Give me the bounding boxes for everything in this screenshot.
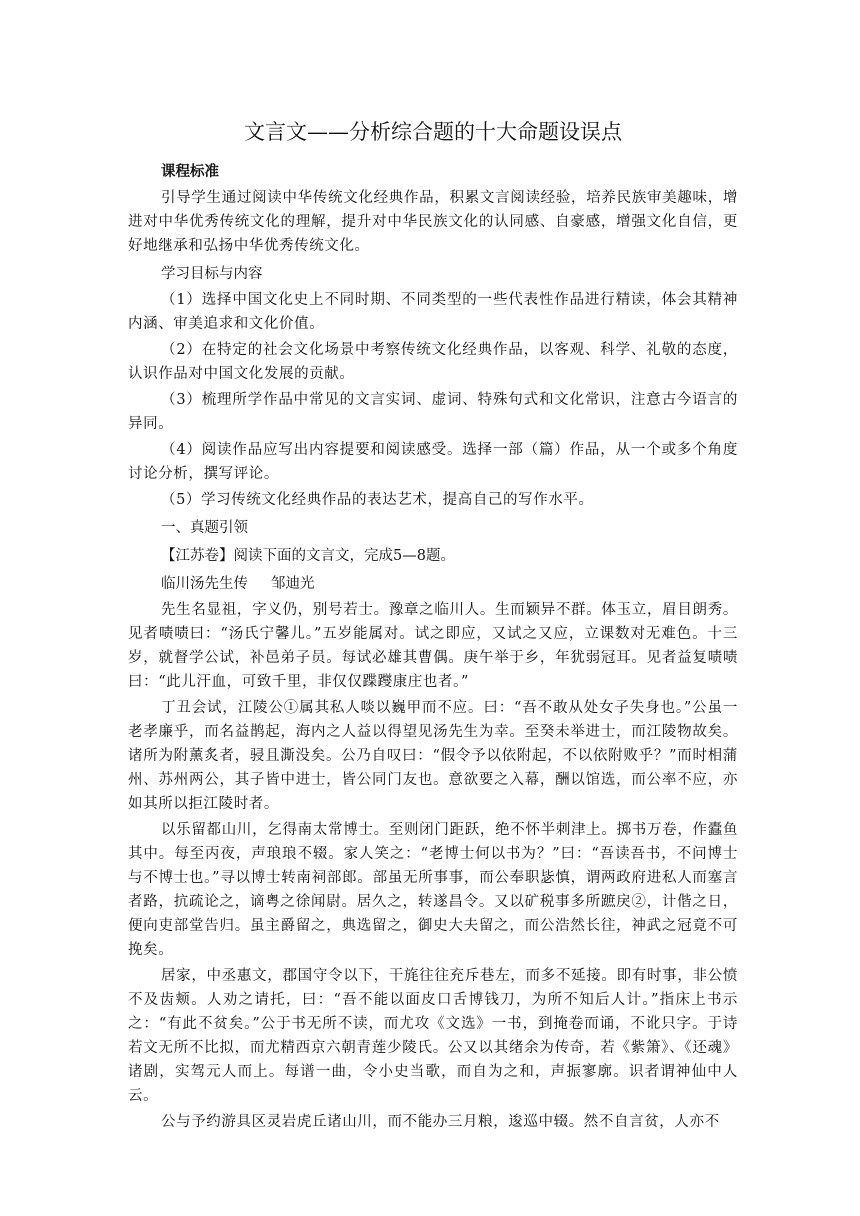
passage-paragraph-3: 以乐留都山川，乞得南太常博士。至则闭门距跃，绝不怀半刺津上。掷书万卷，作蠹鱼其中。每至丙夜，声琅琅不辍。家人笑之：“老博士何以书为？”曰：“吾读吾书，不问博士与不博士也。”寻以博士转南祠部郎。部虽无所事事，而公奉职毖慎，谓两政府进私人而塞言者路，抗疏论之，谪粤之徐闻尉。居久之，转遂昌令。又以矿税事多所蹠戾②，计偕之日，便向吏部堂告归。虽主爵留之，典选留之，御史大夫留之，而公浩然长往，神武之冠竟不可挽矣。 (128, 822, 738, 958)
passage-paragraph-4: 居家，中丞惠文，郡国守令以下，干旄往往充斥巷左，而多不延接。即有时事，非公愤不及齿颊。人劝之请托，曰：“吾不能以面皮口舌博钱刀，为所不知后人计。”指床上书示之：“有此不贫矣。”公于书无所不读，而尤攻《文选》一书，到掩卷而诵，不讹只字。于诗若文无所不比拟，而尤精西京六朝青莲少陵氏。公又以其绪余为传奇，若《紫箫》、《还魂》诸剧，实驾元人而上。每谱一曲，令小史当歌，而自为之和，声振寥廓。识者谓神仙中人云。 (128, 968, 738, 1104)
goals-heading: 学习目标与内容 (161, 266, 263, 282)
passage-heading (128, 570, 738, 598)
goal-item-2: （2）在特定的社会文化场景中考察传统文化经典作品，以客观、科学、礼敬的态度，认识作品对中国文化发展的贡献。 (128, 342, 738, 382)
document-page (128, 112, 738, 1134)
exam-intro: 【江苏卷】阅读下面的文言文，完成5—8题。 (161, 548, 455, 564)
passage-paragraph-2: 丁丑会试，江陵公①属其私人啖以巍甲而不应。曰：“吾不敢从处女子失身也。”公虽一老孝廉乎，而名益鹊起，海内之人益以得望见汤先生为幸。至癸未举进士，而江陵物故矣。诸所为附薰炙者，骎且澌没矣。公乃自叹曰：“假令予以依附起，不以依附败乎？”而时相蒲州、苏州两公，其子皆中进士，皆公同门友也。意欲要之入幕，酬以馆选，而公率不应，亦如其所以拒江陵时者。 (128, 700, 738, 812)
goal-item-5: （5）学习传统文化经典作品的表达艺术，提高自己的写作水平。 (161, 492, 594, 508)
passage-title: 临川汤先生传 (161, 576, 248, 592)
passage-paragraph-5: 公与予约游具区灵岩虎丘诸山川，而不能办三月粮，逡巡中辍。然不自言贫，人亦不 (161, 1114, 720, 1130)
course-standard-text: 引导学生通过阅读中华传统文化经典作品，积累文言阅读经验，培养民族审美趣味，增进对中华优秀传统文化的理解，提升对中华民族文化的认同感、自豪感，增强文化自信，更好地继承和弘扬中华优秀传统文化。 (128, 190, 738, 254)
section-heading: 一、真题引领 (161, 520, 248, 536)
goal-item-4: （4）阅读作品应写出内容提要和阅读感受。选择一部（篇）作品，从一个或多个角度讨论分析，撰写评论。 (128, 442, 738, 482)
document-title: 文言文——分析综合题的十大命题设误点 (244, 120, 622, 144)
course-standard-heading: 课程标准 (161, 163, 219, 180)
passage-paragraph-1: 先生名显祖，字义仍，别号若士。豫章之临川人。生而颖异不群。体玉立，眉目朗秀。见者啧啧曰：“汤氏宁馨儿。”五岁能属对。试之即应，又试之又应，立课数对无难色。十三岁，就督学公试，补邑弟子员。每试必雄其曹偶。庚午举于乡，年犹弱冠耳。见者益复啧啧曰：“此儿汗血，可致千里，非仅仅蹀躞康庄也者。” (128, 602, 738, 690)
goal-item-1: （1）选择中国文化史上不同时期、不同类型的一些代表性作品进行精读，体会其精神内涵、审美追求和文化价值。 (128, 292, 738, 332)
goal-item-3: （3）梳理所学作品中常见的文言实词、虚词、特殊句式和文化常识，注意古今语言的异同。 (128, 392, 738, 432)
passage-author: 邹迪光 (271, 576, 315, 592)
